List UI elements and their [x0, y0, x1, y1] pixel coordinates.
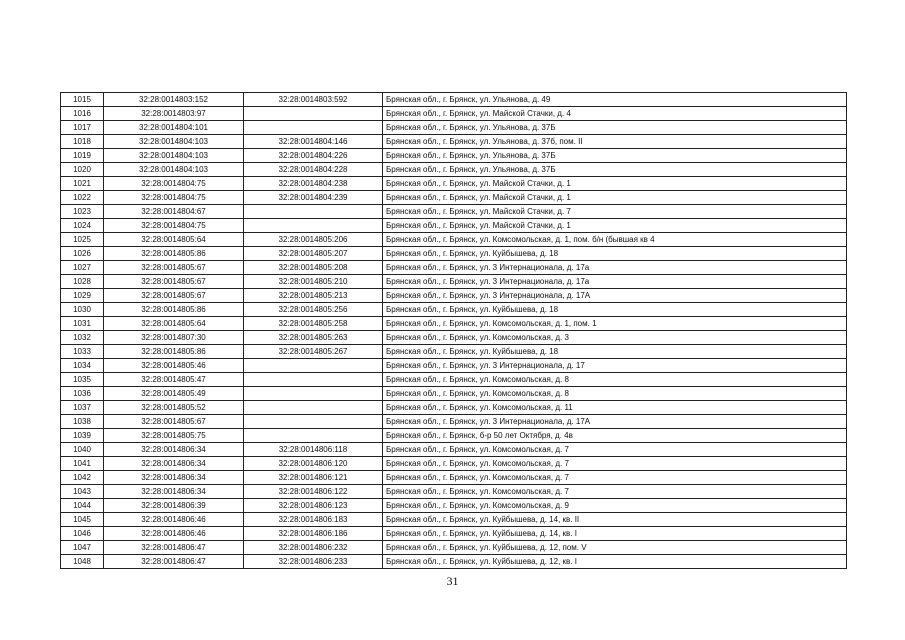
table-row: [61, 135, 847, 149]
table-row: [61, 527, 847, 541]
row-number-cell: 1035: [61, 373, 104, 387]
address-cell: Брянская обл., г. Брянск, ул. Куйбышева, д. 14, кв. II: [383, 513, 847, 527]
address-cell: Брянская обл., г. Брянск, ул. Майской Стачки, д. 1: [383, 177, 847, 191]
table-row: [61, 149, 847, 163]
premises-cadastral-number-cell: [244, 205, 383, 219]
row-number-cell: 1024: [61, 219, 104, 233]
address-cell: Брянская обл., г. Брянск, ул. Ульянова, д. 37Б: [383, 149, 847, 163]
row-number-cell: 1034: [61, 359, 104, 373]
table-row: [61, 345, 847, 359]
cadastral-number-cell: 32:28:0014804:103: [104, 163, 244, 177]
row-number-cell: 1027: [61, 261, 104, 275]
address-cell: Брянская обл., г. Брянск, ул. Комсомольская, д. 9: [383, 499, 847, 513]
address-cell: Брянская обл., г. Брянск, ул. 3 Интернационала, д. 17А: [383, 415, 847, 429]
table-row: [61, 541, 847, 555]
address-cell: Брянская обл., г. Брянск, ул. Куйбышева, д. 12, пом. V: [383, 541, 847, 555]
cadastral-number-cell: 32:28:0014806:34: [104, 457, 244, 471]
cadastral-number-cell: 32:28:0014805:75: [104, 429, 244, 443]
table-row: [61, 177, 847, 191]
address-cell: Брянская обл., г. Брянск, ул. Комсомольская, д. 8: [383, 387, 847, 401]
cadastral-number-cell: 32:28:0014803:152: [104, 93, 244, 107]
premises-cadastral-number-cell: 32:28:0014805:256: [244, 303, 383, 317]
cadastral-number-cell: 32:28:0014804:67: [104, 205, 244, 219]
premises-cadastral-number-cell: 32:28:0014806:123: [244, 499, 383, 513]
address-cell: Брянская обл., г. Брянск, ул. Ульянова, д. 37Б: [383, 163, 847, 177]
row-number-cell: 1026: [61, 247, 104, 261]
row-number-cell: 1048: [61, 555, 104, 569]
address-cell: Брянская обл., г. Брянск, ул. 3 Интернационала, д. 17А: [383, 289, 847, 303]
premises-cadastral-number-cell: 32:28:0014805:267: [244, 345, 383, 359]
table-row: [61, 443, 847, 457]
address-cell: Брянская обл., г. Брянск, ул. Куйбышева, д. 18: [383, 303, 847, 317]
cadastral-number-cell: 32:28:0014804:103: [104, 135, 244, 149]
premises-cadastral-number-cell: [244, 401, 383, 415]
address-cell: Брянская обл., г. Брянск, ул. Майской Стачки, д. 1: [383, 219, 847, 233]
cadastral-number-cell: 32:28:0014805:67: [104, 415, 244, 429]
address-cell: Брянская обл., г. Брянск, ул. Куйбышева, д. 12, кв. I: [383, 555, 847, 569]
address-cell: Брянская обл., г. Брянск, ул. Комсомольская, д. 7: [383, 457, 847, 471]
row-number-cell: 1037: [61, 401, 104, 415]
cadastral-number-cell: 32:28:0014804:75: [104, 191, 244, 205]
premises-cadastral-number-cell: 32:28:0014806:186: [244, 527, 383, 541]
premises-cadastral-number-cell: [244, 219, 383, 233]
row-number-cell: 1045: [61, 513, 104, 527]
row-number-cell: 1031: [61, 317, 104, 331]
table-row: [61, 93, 847, 107]
table-row: [61, 499, 847, 513]
row-number-cell: 1044: [61, 499, 104, 513]
row-number-cell: 1025: [61, 233, 104, 247]
premises-cadastral-number-cell: 32:28:0014806:121: [244, 471, 383, 485]
row-number-cell: 1041: [61, 457, 104, 471]
row-number-cell: 1036: [61, 387, 104, 401]
table-row: [61, 289, 847, 303]
cadastral-number-cell: 32:28:0014804:75: [104, 219, 244, 233]
table-row: [61, 401, 847, 415]
address-cell: Брянская обл., г. Брянск, ул. Ульянова, д. 37Б: [383, 121, 847, 135]
row-number-cell: 1016: [61, 107, 104, 121]
table-row: [61, 233, 847, 247]
premises-cadastral-number-cell: 32:28:0014806:120: [244, 457, 383, 471]
premises-cadastral-number-cell: 32:28:0014805:208: [244, 261, 383, 275]
cadastral-number-cell: 32:28:0014805:86: [104, 345, 244, 359]
row-number-cell: 1032: [61, 331, 104, 345]
premises-cadastral-number-cell: 32:28:0014806:122: [244, 485, 383, 499]
premises-cadastral-number-cell: 32:28:0014806:183: [244, 513, 383, 527]
table-row: [61, 471, 847, 485]
premises-cadastral-number-cell: 32:28:0014803:592: [244, 93, 383, 107]
address-cell: Брянская обл., г. Брянск, ул. 3 Интернационала, д. 17а: [383, 261, 847, 275]
address-cell: Брянская обл., г. Брянск, ул. Комсомольская, д. 1, пом. 1: [383, 317, 847, 331]
table-body: [61, 93, 847, 569]
premises-cadastral-number-cell: [244, 107, 383, 121]
address-cell: Брянская обл., г. Брянск, ул. 3 Интернационала, д. 17а: [383, 275, 847, 289]
row-number-cell: 1043: [61, 485, 104, 499]
table-row: [61, 303, 847, 317]
table-row: [61, 107, 847, 121]
row-number-cell: 1021: [61, 177, 104, 191]
address-cell: Брянская обл., г. Брянск, ул. Ульянова, д. 37б, пом. II: [383, 135, 847, 149]
address-cell: Брянская обл., г. Брянск, ул. Куйбышева, д. 18: [383, 247, 847, 261]
row-number-cell: 1046: [61, 527, 104, 541]
address-cell: Брянская обл., г. Брянск, ул. Майской Стачки, д. 1: [383, 191, 847, 205]
cadastral-number-cell: 32:28:0014804:75: [104, 177, 244, 191]
page-number: 31: [446, 574, 459, 588]
address-cell: Брянская обл., г. Брянск, ул. Комсомольская, д. 7: [383, 443, 847, 457]
row-number-cell: 1028: [61, 275, 104, 289]
table-row: [61, 359, 847, 373]
address-cell: Брянская обл., г. Брянск, ул. Комсомольская, д. 3: [383, 331, 847, 345]
premises-cadastral-number-cell: [244, 373, 383, 387]
cadastral-number-cell: 32:28:0014804:101: [104, 121, 244, 135]
table-row: [61, 387, 847, 401]
cadastral-number-cell: 32:28:0014806:46: [104, 527, 244, 541]
table-row: [61, 513, 847, 527]
premises-cadastral-number-cell: 32:28:0014805:263: [244, 331, 383, 345]
table-row: [61, 555, 847, 569]
cadastral-number-cell: 32:28:0014805:67: [104, 289, 244, 303]
premises-cadastral-number-cell: 32:28:0014805:213: [244, 289, 383, 303]
table-row: [61, 415, 847, 429]
premises-cadastral-number-cell: 32:28:0014804:226: [244, 149, 383, 163]
table-row: [61, 247, 847, 261]
address-cell: Брянская обл., г. Брянск, ул. Комсомольская, д. 7: [383, 485, 847, 499]
cadastral-number-cell: 32:28:0014805:64: [104, 233, 244, 247]
table-row: [61, 163, 847, 177]
premises-cadastral-number-cell: 32:28:0014806:233: [244, 555, 383, 569]
premises-cadastral-number-cell: [244, 415, 383, 429]
premises-cadastral-number-cell: 32:28:0014804:228: [244, 163, 383, 177]
cadastral-number-cell: 32:28:0014806:39: [104, 499, 244, 513]
cadastral-number-cell: 32:28:0014806:47: [104, 541, 244, 555]
row-number-cell: 1042: [61, 471, 104, 485]
cadastral-number-cell: 32:28:0014806:34: [104, 443, 244, 457]
premises-cadastral-number-cell: 32:28:0014805:210: [244, 275, 383, 289]
address-cell: Брянская обл., г. Брянск, ул. Комсомольская, д. 11: [383, 401, 847, 415]
row-number-cell: 1019: [61, 149, 104, 163]
table-row: [61, 429, 847, 443]
table-row: [61, 373, 847, 387]
premises-cadastral-number-cell: 32:28:0014805:258: [244, 317, 383, 331]
table-row: [61, 261, 847, 275]
table-row: [61, 317, 847, 331]
table-row: [61, 191, 847, 205]
address-cell: Брянская обл., г. Брянск, ул. Куйбышева, д. 18: [383, 345, 847, 359]
premises-cadastral-number-cell: [244, 429, 383, 443]
row-number-cell: 1022: [61, 191, 104, 205]
cadastral-number-cell: 32:28:0014805:86: [104, 247, 244, 261]
table-row: [61, 457, 847, 471]
premises-cadastral-number-cell: 32:28:0014804:238: [244, 177, 383, 191]
address-cell: Брянская обл., г. Брянск, ул. Ульянова, д. 49: [383, 93, 847, 107]
cadastral-number-cell: 32:28:0014806:47: [104, 555, 244, 569]
row-number-cell: 1039: [61, 429, 104, 443]
address-cell: Брянская обл., г. Брянск, ул. Комсомольская, д. 1, пом. б/н (бывшая кв 4: [383, 233, 847, 247]
premises-cadastral-number-cell: [244, 387, 383, 401]
premises-cadastral-number-cell: 32:28:0014805:206: [244, 233, 383, 247]
row-number-cell: 1015: [61, 93, 104, 107]
row-number-cell: 1040: [61, 443, 104, 457]
table-row: [61, 219, 847, 233]
row-number-cell: 1030: [61, 303, 104, 317]
cadastral-number-cell: 32:28:0014804:103: [104, 149, 244, 163]
premises-cadastral-number-cell: 32:28:0014806:232: [244, 541, 383, 555]
row-number-cell: 1029: [61, 289, 104, 303]
address-cell: Брянская обл., г. Брянск, ул. Комсомольская, д. 8: [383, 373, 847, 387]
cadastral-number-cell: 32:28:0014806:34: [104, 471, 244, 485]
cadastral-number-cell: 32:28:0014805:46: [104, 359, 244, 373]
address-cell: Брянская обл., г. Брянск, ул. Комсомольская, д. 7: [383, 471, 847, 485]
cadastral-number-cell: 32:28:0014806:46: [104, 513, 244, 527]
cadastral-number-cell: 32:28:0014806:34: [104, 485, 244, 499]
row-number-cell: 1023: [61, 205, 104, 219]
table-row: [61, 275, 847, 289]
cadastral-number-cell: 32:28:0014805:52: [104, 401, 244, 415]
address-cell: Брянская обл., г. Брянск, ул. Майской Стачки, д. 4: [383, 107, 847, 121]
row-number-cell: 1020: [61, 163, 104, 177]
property-registry-table: [60, 92, 847, 569]
address-cell: Брянская обл., г. Брянск, ул. Куйбышева, д. 14, кв. I: [383, 527, 847, 541]
cadastral-number-cell: 32:28:0014805:67: [104, 275, 244, 289]
cadastral-number-cell: 32:28:0014805:64: [104, 317, 244, 331]
row-number-cell: 1047: [61, 541, 104, 555]
cadastral-number-cell: 32:28:0014805:47: [104, 373, 244, 387]
premises-cadastral-number-cell: 32:28:0014806:118: [244, 443, 383, 457]
address-cell: Брянская обл., г. Брянск, ул. Майской Стачки, д. 7: [383, 205, 847, 219]
row-number-cell: 1033: [61, 345, 104, 359]
row-number-cell: 1038: [61, 415, 104, 429]
table-row: [61, 121, 847, 135]
row-number-cell: 1017: [61, 121, 104, 135]
premises-cadastral-number-cell: 32:28:0014805:207: [244, 247, 383, 261]
premises-cadastral-number-cell: 32:28:0014804:239: [244, 191, 383, 205]
premises-cadastral-number-cell: [244, 359, 383, 373]
cadastral-number-cell: 32:28:0014807:30: [104, 331, 244, 345]
cadastral-number-cell: 32:28:0014805:49: [104, 387, 244, 401]
address-cell: Брянская обл., г. Брянск, б-р 50 лет Октября, д. 4в: [383, 429, 847, 443]
premises-cadastral-number-cell: [244, 121, 383, 135]
cadastral-number-cell: 32:28:0014805:86: [104, 303, 244, 317]
address-cell: Брянская обл., г. Брянск, ул. 3 Интернационала, д. 17: [383, 359, 847, 373]
row-number-cell: 1018: [61, 135, 104, 149]
table-row: [61, 485, 847, 499]
table-row: [61, 205, 847, 219]
cadastral-number-cell: 32:28:0014803:97: [104, 107, 244, 121]
table-row: [61, 331, 847, 345]
premises-cadastral-number-cell: 32:28:0014804:146: [244, 135, 383, 149]
cadastral-number-cell: 32:28:0014805:67: [104, 261, 244, 275]
